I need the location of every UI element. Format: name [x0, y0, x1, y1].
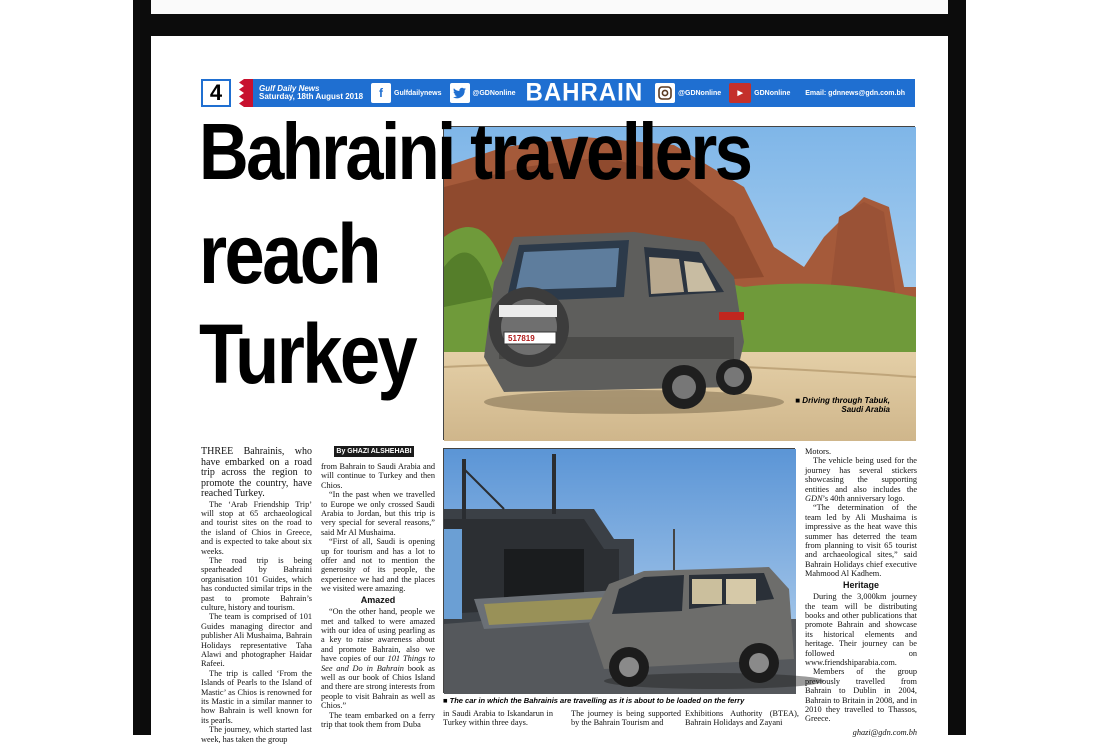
paragraph: The ‘Arab Friendship Trip’ will stop at 65 archaeological and tourist sites on the road to the island of Chios in Greece, and is expected to take about six weeks. — [201, 499, 312, 556]
photo-caption-ferry: ■ The car in which the Bahrainis are travelling as it is about to be loaded on the ferry — [443, 696, 745, 705]
frame-border-top — [133, 14, 966, 36]
newspaper-page — [151, 36, 948, 744]
text-run: “On the other hand, people we met and talked to were amazed with our idea of using pearling as a key to raise awareness about and promote Bahrain, also we have copies of our — [321, 607, 435, 664]
license-plate: 517819 — [508, 334, 535, 343]
author-email[interactable]: ghazi@gdn.com.bh — [852, 727, 917, 737]
text-run: The vehicle being used for the journey has several stickers showcasing the supporting entities and also includes the — [805, 456, 917, 494]
paragraph — [321, 607, 435, 710]
youtube-label: GDNonline — [754, 89, 791, 97]
ferry-car-illustration — [444, 449, 796, 694]
paragraph: “The determination of the team led by Ali Mushaima is impressive as the heat wave this summer has deterred the team from planning to visit 65 tourist and archaeological sites,” said Bahrain Holidays chief executive Mahmood Al Kadhem. — [805, 503, 917, 579]
article-column-1 — [201, 447, 312, 744]
headline-line-3: Turkey — [199, 307, 416, 401]
paper-info — [259, 85, 363, 102]
instagram-icon — [655, 83, 675, 103]
paragraph: The team is comprised of 101 Guides managing director and publisher Ali Mushaima, Bahrain Holidays representative Taha Alawi and photographer Haidar Rafeei. — [201, 612, 312, 669]
twitter-handle[interactable] — [450, 83, 516, 103]
paragraph: The journey, which started last week, has taken the group — [201, 725, 312, 744]
photo-ferry-loading — [443, 448, 795, 693]
photo-caption-tabuk — [795, 397, 890, 415]
twitter-label: @GDNonline — [472, 89, 516, 97]
youtube-handle[interactable] — [729, 83, 790, 103]
text-run: book as well as our book of Chios Island and there are strong interests from people to visit Bahrain as well as Chios.” — [321, 663, 435, 711]
article-column-3b: The journey is being supported by the Bahrain Tourism and — [571, 709, 681, 728]
paragraph: During the 3,000km journey the team will be distributing books and other publications that promote Bahrain and showcase its historical elements and heritage. Their journey can be followed on www.friendshiparabia.com. — [805, 592, 917, 667]
paper-abbrev: GDN — [805, 494, 823, 504]
page-number: 4 — [201, 79, 231, 107]
paragraph: The trip is called ‘From the Islands of Pearls to the Island of Mastic’ as Chios is renowned for its Mastic in a similar manner to how Bahrain is well known for its pearls. — [201, 668, 312, 725]
book-title: 101 Things to See and Do in Bahrain — [321, 654, 435, 673]
facebook-icon: f — [371, 83, 391, 103]
twitter-icon — [450, 83, 470, 103]
masthead — [201, 79, 915, 107]
paragraph: The team embarked on a ferry trip that took them from Duba — [321, 710, 435, 729]
headline-line-1: Bahraini travellers — [199, 107, 751, 196]
subhead-heritage: Heritage — [842, 579, 879, 590]
section-title: BAHRAIN — [525, 78, 644, 107]
bahrain-flag-icon — [239, 79, 253, 107]
paragraph: The road trip is being spearheaded by Bahraini organisation 101 Guides, which has conducted similar trips in the past to promote Bahrain’s culture, history and tourism. — [201, 555, 312, 612]
frame-border-left — [133, 0, 151, 735]
frame-border-right — [948, 0, 966, 735]
article-column-3c: Exhibitions Authority (BTEA), Bahrain Holidays and Zayani — [685, 709, 799, 728]
paper-name: Gulf Daily News — [259, 83, 320, 93]
facebook-handle[interactable] — [371, 83, 441, 103]
youtube-icon: ▶ — [729, 83, 751, 103]
text-run: ’s 40th anniversary logo. — [822, 494, 905, 504]
flag-white-band — [231, 79, 239, 107]
paragraph: “In the past when we travelled to Europe we only crossed Saudi Arabia to Jordan, but this trip is very special for several reasons,” said Mr Al Mushaima. — [321, 490, 435, 537]
facebook-label: Gulfdailynews — [394, 89, 442, 97]
article-column-3a: in Saudi Arabia to Iskandarun in Turkey within three days. — [443, 709, 553, 728]
article-column-4 — [805, 447, 917, 737]
paragraph: Motors. — [805, 447, 832, 456]
headline-line-2: reach — [199, 207, 379, 301]
issue-date: Saturday, 18th August 2018 — [259, 92, 364, 101]
paragraph: from Bahrain to Saudi Arabia and will continue to Turkey and then Chios. — [321, 462, 435, 490]
caption-line-1: ■ Driving through Tabuk, — [795, 396, 890, 406]
subhead-amazed: Amazed — [360, 594, 396, 605]
article-lead: THREE Bahrainis, who have embarked on a road trip across the region to promote the country, have reached Turkey. — [201, 446, 312, 499]
previous-page-edge — [151, 0, 948, 14]
paragraph: Members of the group previously travelled from Bahrain to Dublin in 2004, Bahrain to Britain in 2008, and in 2010 they travelled to Thassos, Greece. — [805, 667, 917, 724]
paragraph — [805, 456, 917, 503]
article-column-2 — [321, 462, 435, 729]
instagram-label: @GDNonline — [678, 89, 722, 97]
contact-email[interactable]: Email: gdnnews@gdn.com.bh — [805, 89, 905, 97]
paragraph: “First of all, Saudi is opening up for tourism and has a lot to offer and not to mention the generosity of its people, the experience we had and the places we visited were amazing. — [321, 537, 435, 594]
instagram-handle[interactable] — [655, 83, 721, 103]
caption-line-2: Saudi Arabia — [841, 405, 890, 415]
byline: By GHAZI ALSHEHABI — [334, 446, 414, 457]
